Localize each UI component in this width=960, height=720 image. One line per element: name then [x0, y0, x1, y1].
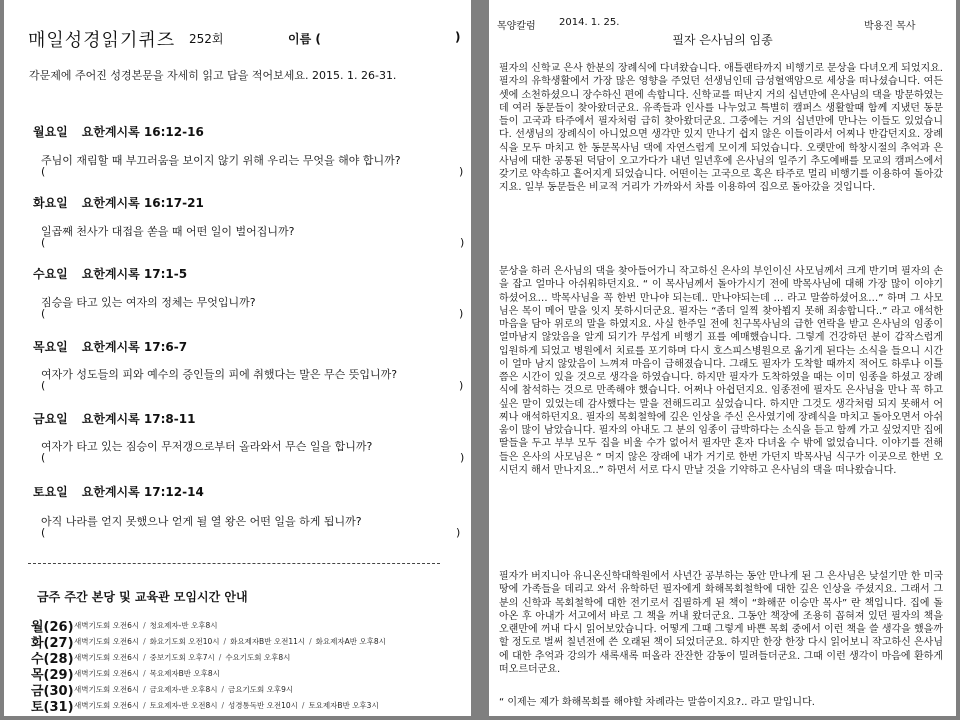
name-close: ) — [455, 30, 461, 44]
schedule-day: 월(26) — [31, 620, 74, 635]
answer-close-paren: ) — [459, 165, 464, 178]
schedule-day: 목(29) — [31, 668, 74, 683]
schedule-items: 새벽기도회 오전6시 / 토요제자-반 오전8시 / 성경통독반 오전10시 / 토요제자B반 오후3시 — [74, 701, 379, 710]
quiz-instruction: 각문제에 주어진 성경본문을 자세히 읽고 답을 적어보세요. 2015. 1. 26-31. — [29, 69, 397, 82]
schedule-title: 금주 주간 본당 및 교육관 모임시간 안내 — [37, 590, 248, 604]
schedule-item: 중보기도회 오후7시 — [149, 653, 215, 662]
column-paragraph: 필자의 신학교 은사 한분의 장례식에 다녀왔습니다. 애틀랜타까지 비행기로 문상을 다녀오게 되었지요. 필자의 유학생활에서 가장 많은 영향을 주었던 선생님인데 급성혈액암으로 세상을 떠나셨습니다. 여든셋에 소천하셨으니 장수하신 편에 속합니다. 신학교를 떠난지 거의 십년만에 은사님의 댁을 방문하였는데 여러 동문들이 찾아왔더군요. 유족들과 인사를 나누었고 특별히 캠퍼스 생활할때 함께 지냈던 동문들이 고국과 타주에서 필자처럼 급히 찾아왔더군요. 그중에는 거의 십년만에 만나는 이들도 있었습니다. 선생님의 장례식이 아니었으면 생각만 있지 만나기 쉽지 않은 이들이라서 어찌나 반갑던지요. 장례식을 모두 마치고 한 동문목사님 댁에 자연스럽게 모이게 되었습니다. 오랫만에 학창시절의 추억과 은사님에 대한 공통된 덕담이 오고가다가 내년 일년후에 은사님의 일주기 추도예배를 모교의 캠퍼스에서 갖기로 약속하고 흩어지게 되었습니다. 어떤이는 고국으로 혹은 타주로 멀리 비행기를 이용하여 돌아갔지요. 일부 동문들은 비교적 거리가 가까와서 차를 이용하여 집으로 돌아갔을 것입니다. — [499, 63, 943, 194]
column-sheet — [489, 0, 956, 716]
column-paragraph: 문상을 하러 은사님의 댁을 찾아들어가니 작고하신 은사의 부인이신 사모님께서 크게 반기며 필자의 손을 잡고 얼마나 아쉬워하던지요. “ 이 목사님께서 돌아가시기 전에 박목사님에 대해 가장 많이 이야기하셨어요… 박목사님을 꼭 한번 만나야 되는데.. 만나야되는데 … 라고 말씀하셨어요…” 하며 그 사모님은 목이 메어 말을 잇지 못하시더군요. 필자는 “좀더 일찍 찾아뵙지 못해 죄송합니다..” 라고 애석한 마음을 담아 위로의 말을 하였지요. 사실 한주일 전에 친구목사님의 급한 연락을 받고 은사님의 임종이 얼마남지 않았음을 알게 되기가 무섭게 비행기 표를 예매했습니다. 그렇게 건강하던 분이 갑작스럽게 입원하게 되었고 병원에서 치료를 포기하며 다시 호스피스병원으로 옮기게 된다는 소식을 들으니 시간이 얼마 남지 않았음이 느껴져 마음이 급해졌습니다. 그래도 필자가 도착할 때까지 적어도 하루나 이틀 쯤은 시간이 있을 것으로 생각을 하였습니다. 하지만 필자가 도착하였을 때는 이미 임종을 하셨고 장례식에 참석하는 것으로 만족해야 했습니다. 어쩌나 아쉽던지요. 임종전에 필자도 은사님을 만나 꼭 하고 싶은 말이 있었는데 감사했다는 말을 전해드리고 싶었습니다. 하지만 그것도 생각처럼 되지 못해서 어찌나 애석하던지요. 필자의 목회철학에 깊은 인상을 주신 은사였기에 장례식을 마치고 돌아오면서 아쉬움이 많이 남았습니다. 필자의 아내도 그 분의 임종이 급박하다는 소식을 듣고 함께 가고 싶었지만 집에 딸들을 두고 부부 모두 집을 비울 수가 없어서 필자만 혼자 다녀올 수 밖에 없었습니다. 이야기를 전해들은 은사의 사모님은 “ 머지 않은 장래에 내가 거기로 한번 가던지 박목사님 식구가 이곳으로 한번 오시던지 해서 만나지요..” 하면서 서로 다시 만날 것을 기약하고 은사님의 댁을 떠나왔습니다. — [499, 266, 943, 476]
question-text: 여자가 타고 있는 짐승이 무저갱으로부터 올라와서 무슨 일을 합니까? — [41, 440, 373, 453]
schedule-items: 새벽기도회 오전6시 / 청요제자-반 오후8시 — [74, 621, 218, 630]
day-label: 금요일 — [33, 412, 68, 426]
answer-close-paren: ) — [459, 307, 464, 320]
scripture-ref: 요한계시록 17:1-5 — [81, 267, 188, 281]
answer-close-paren: ) — [460, 236, 465, 249]
schedule-item: 목요제자B반 오후8시 — [149, 669, 220, 678]
day-label: 토요일 — [33, 485, 68, 499]
schedule-item: 새벽기도회 오전6시 — [74, 621, 140, 630]
schedule-item: 수요기도회 오후8시 — [225, 653, 291, 662]
quiz-sheet — [4, 0, 471, 716]
section-divider — [28, 563, 440, 564]
schedule-item: 새벽기도회 오전6시 — [74, 701, 140, 710]
answer-open-paren: ( — [41, 236, 46, 249]
column-label: 목양칼럼 — [497, 21, 536, 32]
schedule-items: 새벽기도회 오전6시 / 목요제자B반 오후8시 — [74, 669, 220, 678]
column-author: 박용진 목사 — [864, 21, 916, 32]
schedule-item: 화요제자A반 오후8시 — [315, 637, 386, 646]
column-paragraph: 필자가 버지니아 유니온신학대학원에서 사년간 공부하는 동안 만나게 된 그 은사님은 낮설기만 한 미국땅에 가족들을 데리고 와서 유학하던 필자에게 화해목회철학에 대한 깊은 인상을 주셨지요. 그래서 그 분의 신학과 목회철학에 대한 전기로서 집필하게 된 책이 “화해꾼 이승만 목사” 란 책입니다. 집에 돌아온 후 아내가 서고에서 바로 그 책을 꺼내 왔더군요. 그동안 책장에 조용히 꼽혀져 있던 필자의 책을 오랜만에 꺼내 다시 읽어보았습니다. 어떻게 그때 그렇게 바쁜 목회 중에서 이런 책을 쓸 생각을 했을까할 정도로 벌써 칠년전에 쓴 오래된 책이 되었더군요. 하지만 한장 한장 다시 읽어보니 작고하신 은사님에 대한 추억과 강의가 새록새록 떠올라 잔잔한 감동이 밀려들더군요. 그때 이런 생각이 마음에 환하게 떠오르더군요. — [499, 571, 943, 675]
scripture-ref: 요한계시록 16:12-16 — [81, 125, 204, 139]
scripture-ref: 요한계시록 16:17-21 — [81, 196, 204, 210]
schedule-day: 수(28) — [31, 652, 74, 667]
day-label: 화요일 — [33, 196, 68, 210]
schedule-item: 성경통독반 오전10시 — [228, 701, 298, 710]
schedule-item: 새벽기도회 오전6시 — [74, 685, 140, 694]
column-title: 필자 은사님의 임종 — [672, 33, 773, 47]
scripture-ref: 요한계시록 17:8-11 — [81, 412, 196, 426]
day-heading — [33, 123, 204, 140]
schedule-item: 화요기도회 오전10시 — [149, 637, 220, 646]
answer-close-paren: ) — [456, 526, 461, 539]
schedule-item: 화요제자B반 오전11시 — [230, 637, 306, 646]
question-text: 짐승을 타고 있는 여자의 정체는 무엇입니까? — [41, 296, 256, 309]
day-heading — [33, 265, 187, 282]
schedule-day: 금(30) — [31, 684, 74, 699]
schedule-items: 새벽기도회 오전6시 / 중보기도회 오후7시 / 수요기도회 오후8시 — [74, 653, 291, 662]
day-heading — [33, 338, 187, 355]
answer-open-paren: ( — [41, 307, 46, 320]
question-text: 일곱째 천사가 대접을 쏟을 때 어떤 일이 벌어집니까? — [41, 225, 295, 238]
scripture-ref: 요한계시록 17:6-7 — [81, 340, 188, 354]
answer-close-paren: ) — [460, 451, 465, 464]
answer-close-paren: ) — [459, 379, 464, 392]
answer-open-paren: ( — [41, 165, 46, 178]
schedule-item: 새벽기도회 오전6시 — [74, 653, 140, 662]
schedule-day: 토(31) — [31, 700, 74, 715]
day-heading — [33, 483, 204, 500]
quiz-title: 매일성경읽기퀴즈 — [28, 30, 176, 51]
schedule-item: 새벽기도회 오전6시 — [74, 637, 140, 646]
schedule-items: 새벽기도회 오전6시 / 금요제자-반 오후8시 / 금요기도회 오후9시 — [74, 685, 294, 694]
schedule-items: 새벽기도회 오전6시 / 화요기도회 오전10시 / 화요제자B반 오전11시 / 화요제자A반 오후8시 — [74, 637, 386, 646]
answer-open-paren: ( — [41, 379, 46, 392]
day-heading — [33, 410, 195, 427]
question-text: 여자가 성도들의 피와 예수의 증인들의 피에 취했다는 말은 무슨 뜻입니까? — [41, 368, 398, 381]
schedule-item: 새벽기도회 오전6시 — [74, 669, 140, 678]
schedule-day: 화(27) — [31, 636, 74, 651]
day-label: 목요일 — [33, 340, 68, 354]
scripture-ref: 요한계시록 17:12-14 — [81, 485, 204, 499]
answer-open-paren: ( — [41, 526, 46, 539]
column-paragraph: “ 이제는 제가 화해목회를 해야할 차례라는 말씀이지요?.. 라고 말입니다. — [499, 697, 815, 708]
schedule-item: 토요제자B반 오후3시 — [308, 701, 379, 710]
day-heading — [33, 194, 204, 211]
schedule-item: 금요기도회 오후9시 — [228, 685, 294, 694]
answer-open-paren: ( — [41, 451, 46, 464]
schedule-item: 토요제자-반 오전8시 — [149, 701, 218, 710]
schedule-item: 청요제자-반 오후8시 — [149, 621, 218, 630]
quiz-round: 252회 — [189, 32, 224, 46]
question-text: 주님이 재림할 때 부끄러움을 보이지 않기 위해 우리는 무엇을 해야 합니까? — [41, 154, 401, 167]
column-date: 2014. 1. 25. — [559, 17, 620, 28]
name-label: 이름 ( — [288, 32, 321, 46]
day-label: 수요일 — [33, 267, 68, 281]
schedule-item: 금요제자-반 오후8시 — [149, 685, 218, 694]
question-text: 아직 나라를 얻지 못했으나 얻게 될 열 왕은 어떤 일을 하게 됩니까? — [41, 515, 362, 528]
day-label: 월요일 — [33, 125, 68, 139]
